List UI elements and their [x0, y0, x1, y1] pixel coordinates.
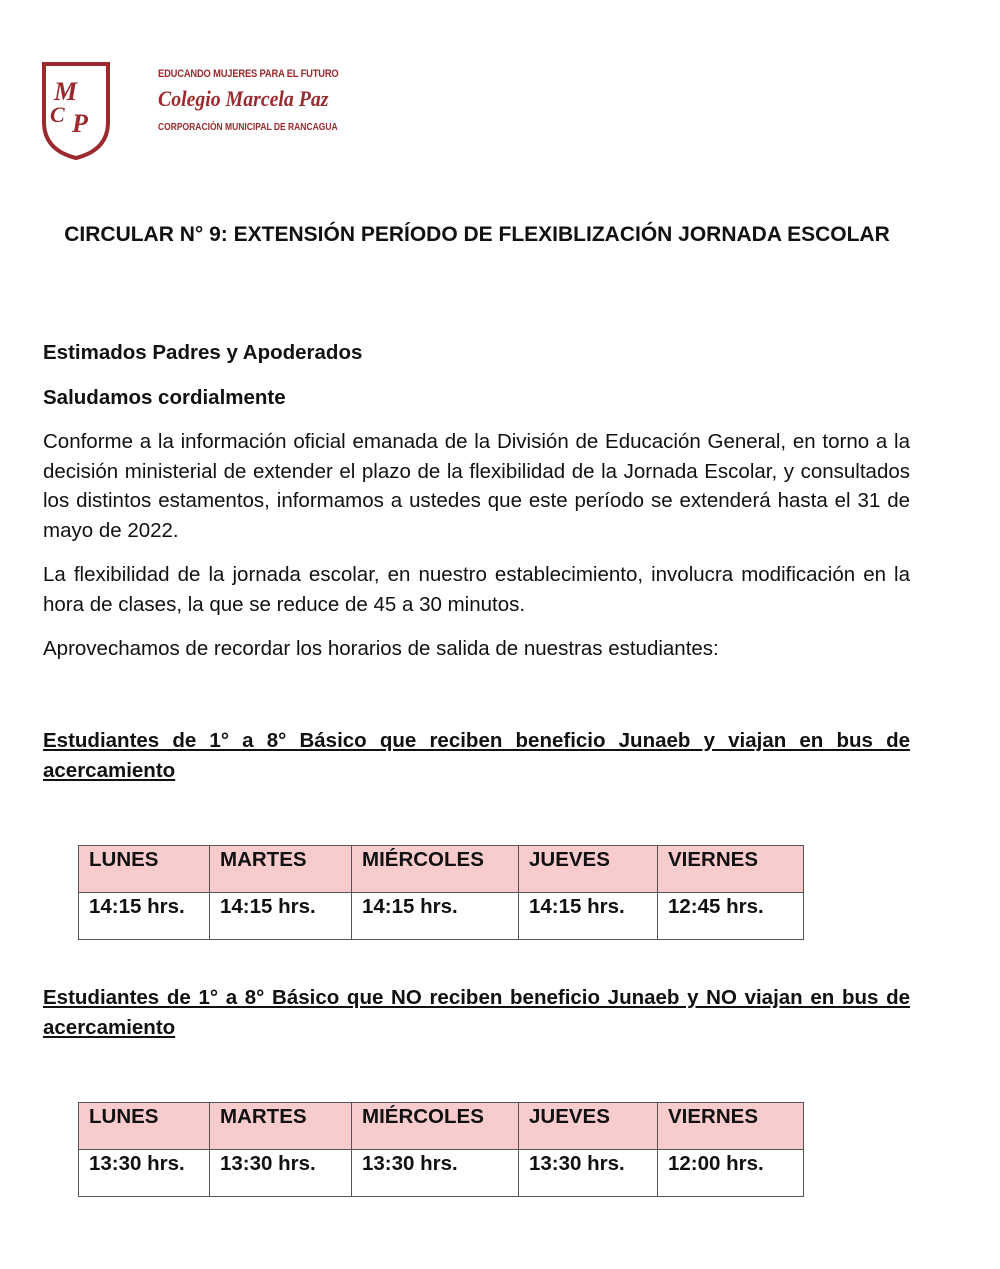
schedule-table-no-junaeb	[78, 1102, 804, 1197]
day-cell: MIÉRCOLES	[352, 846, 519, 893]
logo-corporation: CORPORACIÓN MUNICIPAL DE RANCAGUA	[158, 122, 338, 133]
day-cell: JUEVES	[519, 846, 658, 893]
school-logo	[40, 60, 339, 162]
time-cell: 14:15 hrs.	[519, 893, 658, 940]
school-crest-icon	[40, 60, 112, 160]
time-cell: 13:30 hrs.	[352, 1150, 519, 1197]
table-row	[79, 1150, 804, 1197]
time-cell: 13:30 hrs.	[210, 1150, 352, 1197]
svg-text:P: P	[72, 109, 88, 138]
schedule-table-junaeb	[78, 845, 804, 940]
time-cell: 12:45 hrs.	[658, 893, 804, 940]
day-cell: JUEVES	[519, 1103, 658, 1150]
time-cell: 12:00 hrs.	[658, 1150, 804, 1197]
day-cell: MIÉRCOLES	[352, 1103, 519, 1150]
salutation: Saludamos cordialmente	[43, 385, 286, 409]
time-cell: 13:30 hrs.	[519, 1150, 658, 1197]
table-header-row	[79, 1103, 804, 1150]
document-body	[43, 338, 910, 679]
paragraph: Aprovechamos de recordar los horarios de salida de nuestras estudiantes:	[43, 637, 719, 660]
day-cell: LUNES	[79, 846, 210, 893]
paragraph: La flexibilidad de la jornada escolar, en nuestro establecimiento, involucra modificación en la hora de clases, la que se reduce de 45 a 30 minutos.	[43, 563, 910, 616]
svg-text:C: C	[50, 102, 65, 127]
day-cell: VIERNES	[658, 846, 804, 893]
svg-text:M: M	[54, 77, 78, 106]
day-cell: MARTES	[210, 1103, 352, 1150]
logo-tagline: EDUCANDO MUJERES PARA EL FUTURO	[158, 68, 339, 80]
logo-school-name: Colegio Marcela Paz	[158, 86, 329, 111]
time-cell: 14:15 hrs.	[79, 893, 210, 940]
day-cell: VIERNES	[658, 1103, 804, 1150]
greeting: Estimados Padres y Apoderados	[43, 341, 363, 364]
section-heading-junaeb: Estudiantes de 1° a 8° Básico que reciben beneficio Junaeb y viajan en bus de acercamiento	[43, 729, 910, 782]
section-heading-no-junaeb: Estudiantes de 1° a 8° Básico que NO reciben beneficio Junaeb y NO viajan en bus de acercamiento	[43, 986, 910, 1039]
table-header-row	[79, 846, 804, 893]
time-cell: 14:15 hrs.	[352, 893, 519, 940]
paragraph: Conforme a la información oficial emanada de la División de Educación General, en torno a la decisión ministerial de extender el plazo de la flexibilidad de la Jornada Escolar, y consultados los distintos estamentos, informamos a ustedes que este período se extenderá hasta el 31 de mayo de 2022.	[43, 430, 910, 542]
time-cell: 13:30 hrs.	[79, 1150, 210, 1197]
table-row	[79, 893, 804, 940]
day-cell: LUNES	[79, 1103, 210, 1150]
day-cell: MARTES	[210, 846, 352, 893]
document-title: CIRCULAR N° 9: EXTENSIÓN PERÍODO DE FLEXIBLIZACIÓN JORNADA ESCOLAR	[64, 223, 890, 246]
time-cell: 14:15 hrs.	[210, 893, 352, 940]
